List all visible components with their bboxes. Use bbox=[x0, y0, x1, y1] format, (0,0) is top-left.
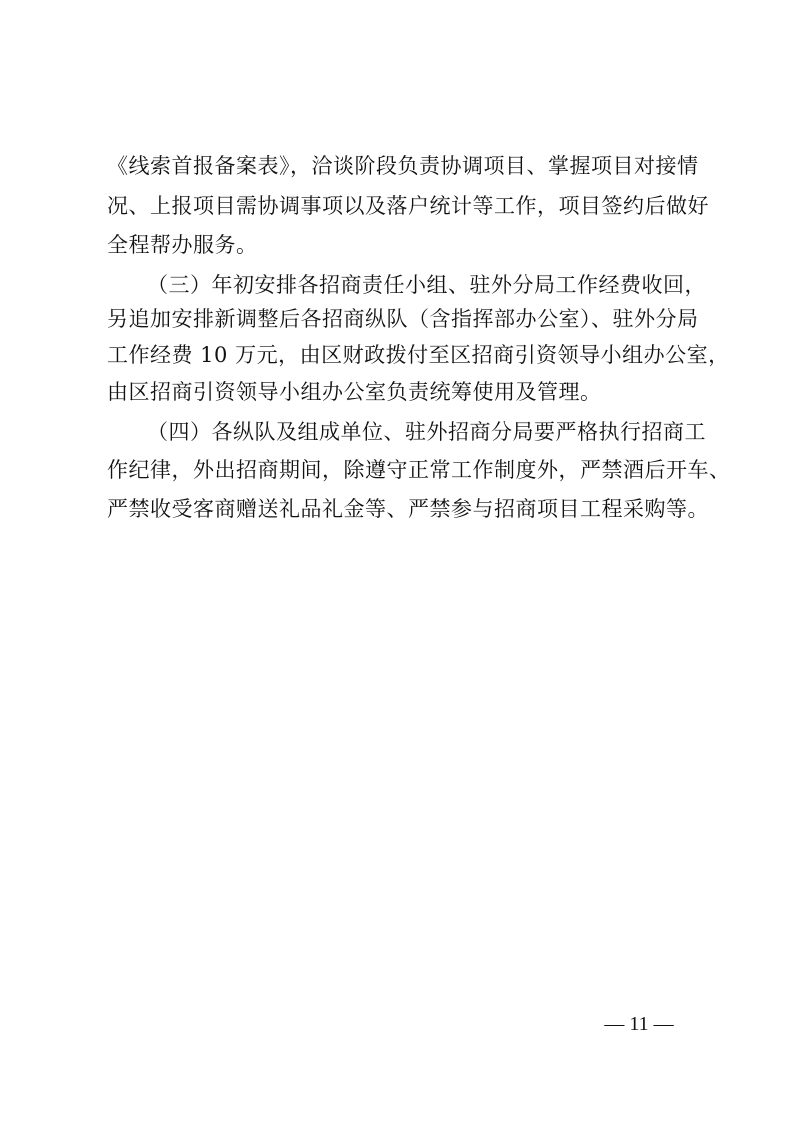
paragraph-1-line-3: 全程帮办服务。 bbox=[107, 233, 258, 257]
paragraph-2-line-2: 另追加安排新调整后各招商纵队（含指挥部办公室）、驻外分局 bbox=[107, 307, 699, 331]
page-number: — 11 — bbox=[604, 1013, 674, 1035]
paragraph-2-line-4: 由区招商引资领导小组办公室负责统筹使用及管理。 bbox=[107, 380, 602, 404]
paragraph-3-line-2: 作纪律，外出招商期间，除遵守正常工作制度外，严禁酒后开车、 bbox=[107, 458, 731, 482]
paragraph-3-line-1: （四）各纵队及组成单位、驻外招商分局要严格执行招商工 bbox=[147, 420, 706, 444]
paragraph-3-line-3: 严禁收受客商赠送礼品礼金等、严禁参与招商项目工程采购等。 bbox=[107, 497, 709, 521]
paragraph-1-line-1: 《线索首报备案表》，洽谈阶段负责协调项目、掌握项目对接情 bbox=[107, 154, 699, 178]
paragraph-2-line-1: （三）年初安排各招商责任小组、驻外分局工作经费收回， bbox=[147, 273, 706, 297]
paragraph-2-line-3: 工作经费 10 万元，由区财政拨付至区招商引资领导小组办公室， bbox=[107, 343, 730, 367]
paragraph-1-line-2: 况、上报项目需协调事项以及落户统计等工作，项目签约后做好 bbox=[107, 194, 709, 218]
